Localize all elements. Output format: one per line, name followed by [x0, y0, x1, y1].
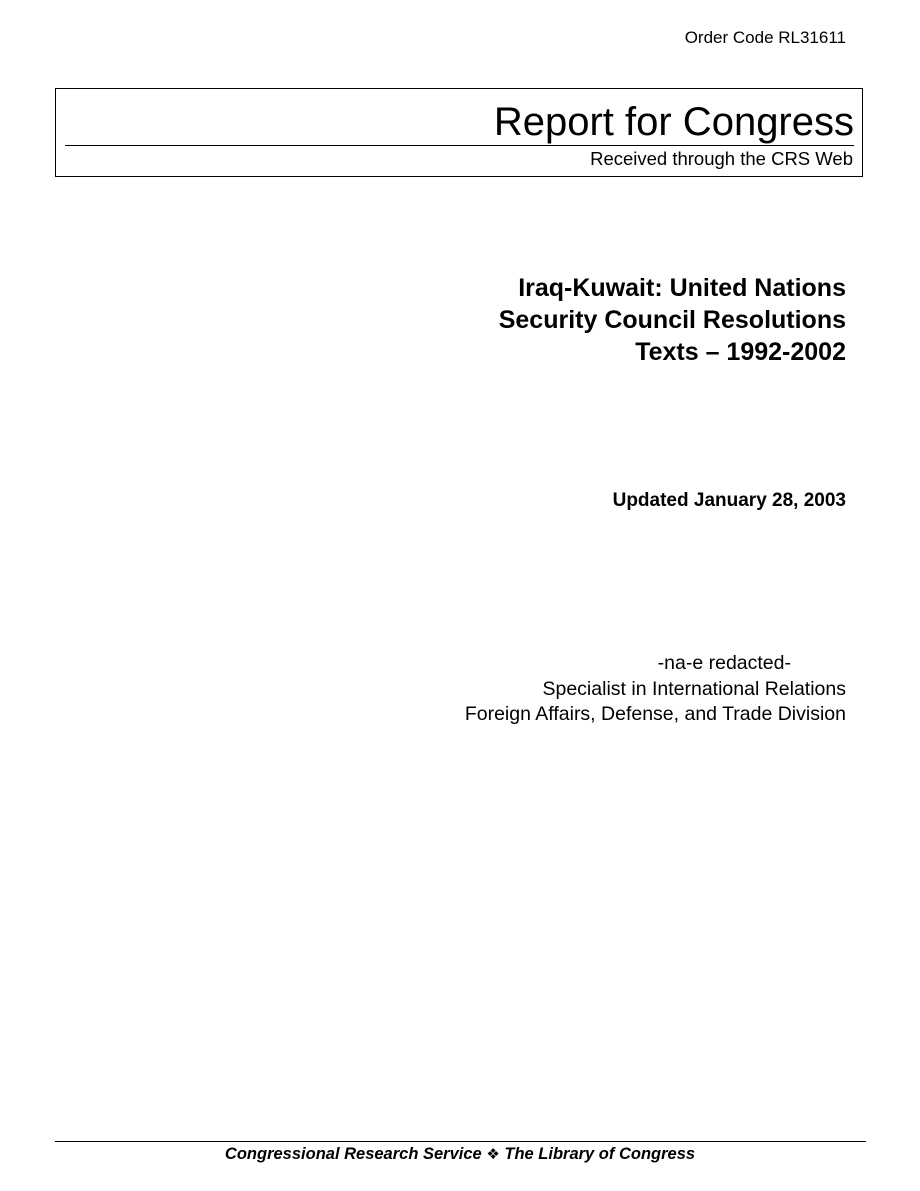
author-block: [465, 651, 846, 728]
diamond-separator-icon: ❖: [486, 1145, 500, 1163]
author-position: Specialist in International Relations: [542, 677, 846, 700]
author-name: -na-e redacted-: [657, 652, 791, 674]
report-header-subtitle: Received through the CRS Web: [590, 148, 853, 169]
order-code: Order Code RL31611: [684, 28, 846, 47]
author-division: Foreign Affairs, Defense, and Trade Division: [464, 703, 846, 725]
footer-library: The Library of Congress: [504, 1145, 696, 1163]
updated-date: Updated January 28, 2003: [612, 490, 846, 511]
report-title-line: Security Council Resolutions: [498, 306, 846, 334]
report-title: [499, 272, 846, 368]
report-title-line: Iraq-Kuwait: United Nations: [518, 274, 846, 302]
footer-publisher: Congressional Research Service: [224, 1145, 482, 1163]
footer: [0, 1143, 920, 1165]
footer-divider: [55, 1141, 866, 1142]
report-header-title: Report for Congress: [493, 100, 854, 144]
report-title-line: Texts – 1992-2002: [635, 338, 846, 366]
header-divider: [65, 145, 854, 146]
report-header-box: [55, 88, 863, 177]
